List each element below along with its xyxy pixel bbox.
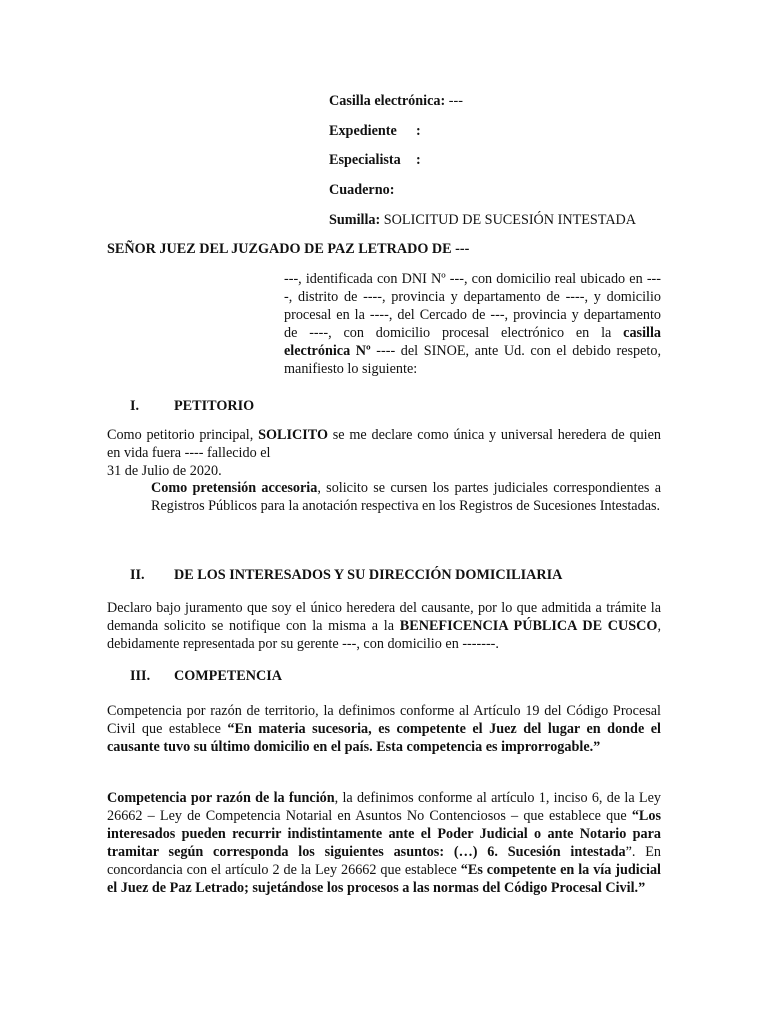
expediente-label: Expediente xyxy=(329,123,397,139)
casilla-label: Casilla electrónica: xyxy=(329,93,446,109)
section-3-p1-text: Competencia por razón de territorio, la definimos conforme al Artículo 19 del Código Procesal Civil que establece xyxy=(107,703,661,737)
section-1-paragraph-2 xyxy=(151,479,661,515)
especialista-colon: : xyxy=(416,152,421,168)
addressee: SEÑOR JUEZ DEL JUZGADO DE PAZ LETRADO DE --- xyxy=(107,241,470,257)
sumilla-value: SOLICITUD DE SUCESIÓN INTESTADA xyxy=(383,212,637,228)
expediente-line xyxy=(329,122,421,140)
intro-text-1: ---, identificada con DNI Nº ---, con domicilio real ubicado en ----, distrito de ----, provincia y departamento de ----, y domicilio procesal en la ----, del Cercado de ---, provincia y departamento de ----, con domicilio procesal electrónico en la xyxy=(284,271,661,341)
section-3-p2-bold-1: Competencia por razón de la función xyxy=(107,790,335,806)
section-1-p1-bold: SOLICITO xyxy=(258,427,328,443)
section-2-text-b: , debidamente representada por su gerente ---, con domicilio en -------. xyxy=(107,618,661,652)
intro-text-2: ---- del SINOE, ante Ud. con el debido respeto, manifiesto lo siguiente: xyxy=(284,343,661,377)
casilla-value: --- xyxy=(448,93,463,109)
expediente-colon: : xyxy=(416,123,421,139)
section-2-title: DE LOS INTERESADOS Y SU DIRECCIÓN DOMICILIARIA xyxy=(174,567,563,583)
sumilla-label: Sumilla: xyxy=(329,212,381,228)
section-1-title: PETITORIO xyxy=(174,398,255,414)
section-3-p2-bold-2: “Los interesados pueden recurrir indistintamente ante el Poder Judicial o ante Notario para tramitar según corresponda los siguientes asuntos: (…) 6. Sucesión intestada xyxy=(107,808,661,860)
section-2-number: II. xyxy=(130,567,145,583)
section-3-p2-text-b: ”. En concordancia con el artículo 2 de la Ley 26662 que establece xyxy=(107,844,661,878)
casilla-line xyxy=(329,92,463,110)
section-3-title: COMPETENCIA xyxy=(174,668,282,684)
section-1-date: 31 de Julio de 2020. xyxy=(107,463,222,479)
section-3-paragraph-1 xyxy=(107,702,661,756)
section-1-p1-text-b: se me declare como única y universal heredera de quien en vida fuera ---- fallecido el xyxy=(107,427,661,461)
section-1-number: I. xyxy=(130,398,140,414)
section-3-p2-text-a: , la definimos conforme al artículo 1, inciso 6, de la Ley 26662 – Ley de Competencia Notarial en Asuntos No Contenciosos – que establece que xyxy=(107,790,661,824)
cuaderno-line xyxy=(329,181,394,199)
section-1-p1-text-a: Como petitorio principal, xyxy=(107,427,259,443)
section-1-p2-bold: Como pretensión accesoria xyxy=(151,480,318,496)
especialista-label: Especialista xyxy=(329,152,401,168)
section-3-paragraph-2 xyxy=(107,789,661,897)
intro-bold: casilla electrónica Nº xyxy=(284,325,661,359)
section-2-bold: BENEFICENCIA PÚBLICA DE CUSCO xyxy=(399,618,658,634)
section-1-paragraph-1 xyxy=(107,426,661,462)
section-3-p2-bold-3: “Es competente en la vía judicial el Juez de Paz Letrado; sujetándose los procesos a las normas del Código Procesal Civil.” xyxy=(107,862,661,896)
section-3-p1-bold: “En materia sucesoria, es competente el Juez del lugar en donde el causante tuvo su último domicilio en el país. Esta competencia es improrrogable.” xyxy=(107,721,662,755)
sumilla-line xyxy=(329,211,636,229)
intro-paragraph xyxy=(284,270,661,378)
section-3-number: III. xyxy=(130,668,151,684)
section-1-p2-text: , solicito se cursen los partes judiciales correspondientes a Registros Públicos para la anotación respectiva en los Registros de Sucesiones Intestadas. xyxy=(151,480,661,514)
section-2-text-a: Declaro bajo juramento que soy el único heredera del causante, por lo que admitida a trámite la demanda solicito se notifique con la misma a la xyxy=(107,600,661,634)
section-2-paragraph xyxy=(107,599,661,653)
especialista-line xyxy=(329,151,421,169)
cuaderno-label: Cuaderno: xyxy=(329,182,395,198)
